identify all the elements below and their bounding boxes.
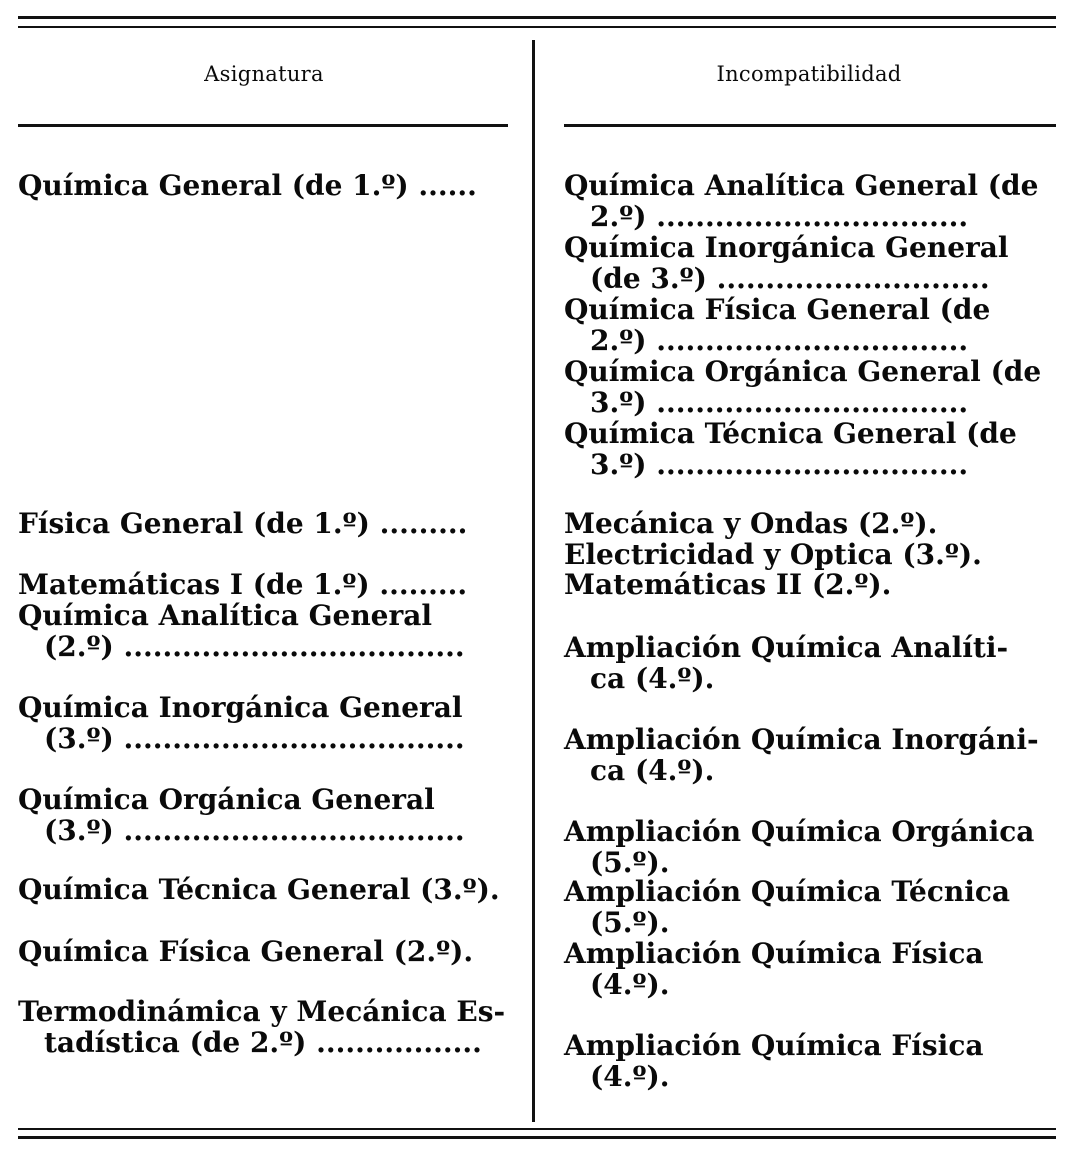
asignatura-line: Matemáticas I (de 1.º) ......... bbox=[18, 568, 468, 601]
asignatura-entry bbox=[18, 569, 510, 600]
column-divider bbox=[532, 40, 535, 1122]
incompatibilidad-line: 2.º) ................................ bbox=[590, 325, 969, 356]
header-incompatibilidad: Incompatibilidad bbox=[716, 62, 902, 86]
incompatibilidad-line: Electricidad y Optica (3.º). bbox=[564, 538, 982, 571]
incompatibilidad-line: Ampliación Química Técnica bbox=[564, 875, 1011, 908]
incompatibilidad-line: (de 3.º) ............................ bbox=[590, 263, 990, 294]
incompatibilidad-line: (4.º). bbox=[590, 1060, 670, 1093]
asignatura-line: Química General (de 1.º) ...... bbox=[18, 169, 477, 202]
asignatura-line: (3.º) ................................... bbox=[44, 815, 465, 846]
incompatibilidad-line: Química Física General (de bbox=[564, 293, 991, 326]
incompatibilidad-entry bbox=[564, 876, 1058, 938]
asignatura-entry bbox=[18, 692, 510, 754]
incompatibilidad-line: (4.º). bbox=[590, 968, 670, 1001]
incompatibilidad-entry bbox=[564, 632, 1058, 694]
header-rule-left bbox=[18, 124, 508, 127]
asignatura-line: Física General (de 1.º) ......... bbox=[18, 507, 468, 540]
bottom-double-rule-1 bbox=[18, 1128, 1056, 1130]
header-asignatura: Asignatura bbox=[204, 62, 324, 86]
asignatura-entry bbox=[18, 996, 510, 1058]
asignatura-entry bbox=[18, 936, 510, 967]
incompatibilidad-entry bbox=[564, 170, 1058, 480]
bottom-double-rule-2 bbox=[18, 1136, 1056, 1139]
incompatibilidad-line: (5.º). bbox=[590, 846, 670, 879]
incompatibilidad-line: Química Inorgánica General bbox=[564, 231, 1009, 264]
incompatibilidad-line: Química Técnica General (de bbox=[564, 417, 1017, 450]
asignatura-line: Química Analítica General bbox=[18, 599, 433, 632]
incompatibilidad-line: 2.º) ................................ bbox=[590, 201, 969, 232]
incompatibilidad-line: Matemáticas II (2.º). bbox=[564, 568, 892, 601]
incompatibilidad-line: Mecánica y Ondas (2.º). bbox=[564, 507, 938, 540]
incompatibilidad-line: 3.º) ................................ bbox=[590, 387, 969, 418]
asignatura-line: Química Técnica General (3.º). bbox=[18, 873, 500, 906]
incompatibilidad-line: Ampliación Química Analíti- bbox=[564, 631, 1009, 664]
asignatura-line: Química Orgánica General bbox=[18, 783, 435, 816]
incompatibilidad-line: 3.º) ................................ bbox=[590, 449, 969, 480]
asignatura-line: Química Inorgánica General bbox=[18, 691, 463, 724]
asignatura-entry bbox=[18, 508, 510, 539]
top-double-rule-2 bbox=[18, 26, 1056, 28]
asignatura-entry bbox=[18, 170, 510, 201]
asignatura-line: Termodinámica y Mecánica Es- bbox=[18, 995, 506, 1028]
incompatibilidad-entry bbox=[564, 1030, 1058, 1092]
incompatibilidad-line: Ampliación Química Inorgáni- bbox=[564, 723, 1039, 756]
incompatibilidad-entry bbox=[564, 508, 1058, 570]
asignatura-line: (2.º) ................................... bbox=[44, 631, 465, 662]
incompatibilidad-line: Química Analítica General (de bbox=[564, 169, 1039, 202]
asignatura-entry bbox=[18, 874, 510, 905]
incompatibilidad-line: Ampliación Química Física bbox=[564, 1029, 984, 1062]
asignatura-line: tadística (de 2.º) ................. bbox=[44, 1027, 482, 1058]
incompatibilidad-line: Química Orgánica General (de bbox=[564, 355, 1042, 388]
top-double-rule-1 bbox=[18, 16, 1056, 19]
incompatibilidad-line: ca (4.º). bbox=[590, 754, 715, 787]
incompatibilidad-entry bbox=[564, 569, 1058, 600]
asignatura-entry bbox=[18, 600, 510, 662]
header-rule-right bbox=[564, 124, 1056, 127]
incompatibilidad-entry bbox=[564, 816, 1058, 878]
asignatura-entry bbox=[18, 784, 510, 846]
incompatibilidad-line: Ampliación Química Física bbox=[564, 937, 984, 970]
asignatura-line: Química Física General (2.º). bbox=[18, 935, 474, 968]
incompatibilidad-line: ca (4.º). bbox=[590, 662, 715, 695]
asignatura-line: (3.º) ................................... bbox=[44, 723, 465, 754]
incompatibilidad-line: Ampliación Química Orgánica bbox=[564, 815, 1035, 848]
incompatibilidad-entry bbox=[564, 724, 1058, 786]
incompatibilidad-line: (5.º). bbox=[590, 906, 670, 939]
incompatibilidad-entry bbox=[564, 938, 1058, 1000]
